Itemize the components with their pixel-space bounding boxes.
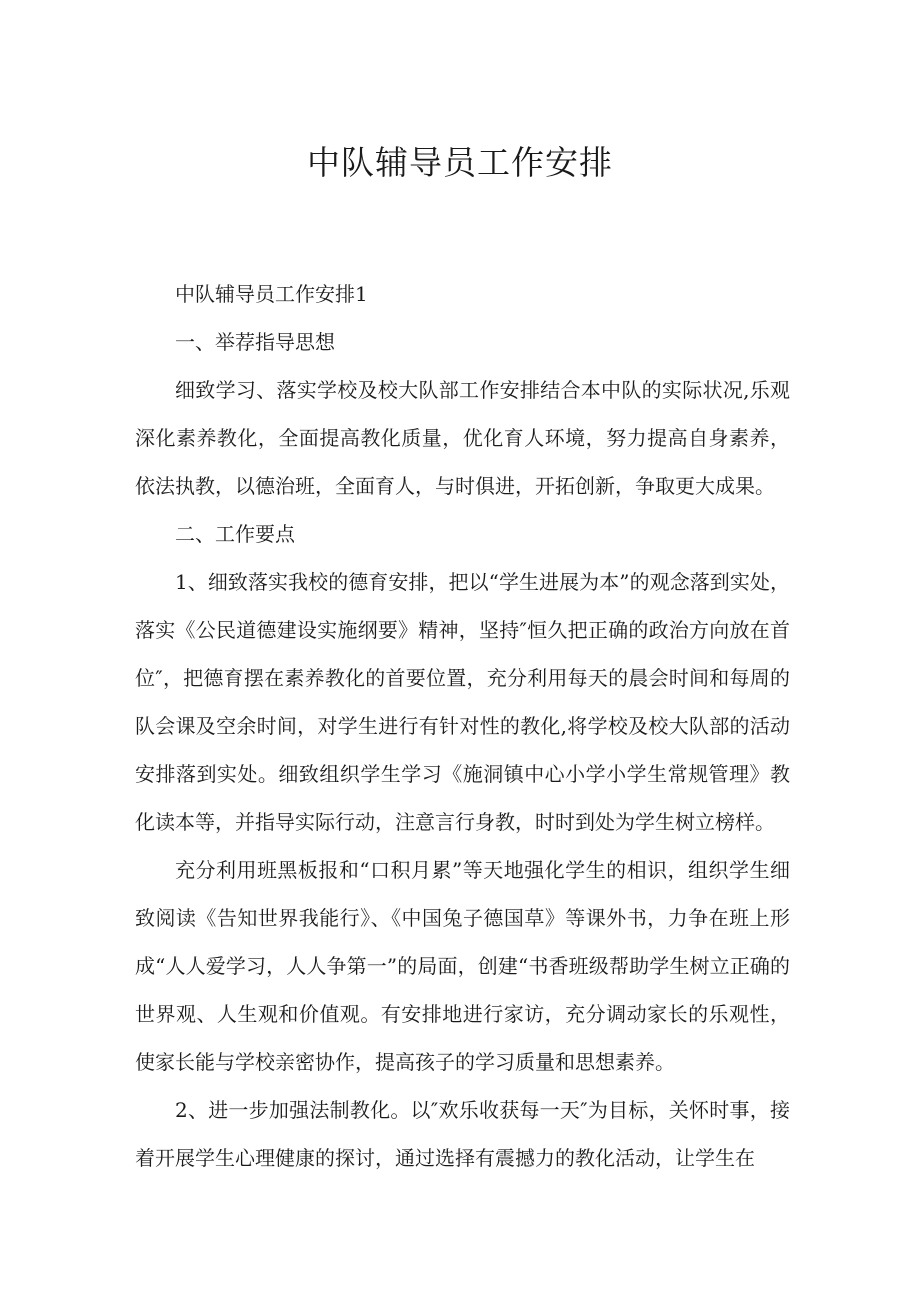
document-title: 中队辅导员工作安排 [307, 143, 613, 182]
paragraph-guiding-ideology: 细致学习、落实学校及校大队部工作安排结合本中队的实际状况,乐观深化素养教化，全面提高教化质量，优化育人环境，努力提高自身素养，依法执教，以德治班，全面育人，与时俱进，开拓创新，争取更大成果。 [135, 378, 790, 498]
paragraph-point-2: 2、进一步加强法制教化。以″欢乐收获每一天″为目标，关怀时事，接着开展学生心理健康的探讨，通过选择有震撼力的教化活动，让学生在 [135, 1098, 790, 1170]
paragraph-section-heading: 中队辅导员工作安排1 [175, 282, 368, 306]
paragraph-point-1: 1、细致落实我校的德育安排，把以“学生进展为本”的观念落到实处，落实《公民道德建设实施纲要》精神，坚持″恒久把正确的政治方向放在首位″，把德育摆在素养教化的首要位置，充分利用每天的晨会时间和每周的队会课及空余时间，对学生进行有针对性的教化,将学校及校大队部的活动安排落到实处。细致组织学生学习《施洞镇中心小学小学生常规管理》教化读本等，并指导实际行动，注意言行身教，时时到处为学生树立榜样。 [135, 570, 790, 834]
paragraph-guiding-ideology-heading: 一、举荐指导思想 [175, 330, 335, 354]
paragraph-point-1-continued: 充分利用班黑板报和“口积月累”等天地强化学生的相识，组织学生细致阅读《告知世界我能行》、《中国兔子德国草》等课外书，力争在班上形成“人人爱学习，人人争第一”的局面，创建“书香班级帮助学生树立正确的世界观、人生观和价值观。有安排地进行家访，充分调动家长的乐观性，使家长能与学校亲密协作，提高孩子的学习质量和思想素养。 [135, 858, 790, 1074]
document-body [135, 270, 790, 1182]
paragraph-work-points-heading: 二、工作要点 [175, 522, 295, 546]
